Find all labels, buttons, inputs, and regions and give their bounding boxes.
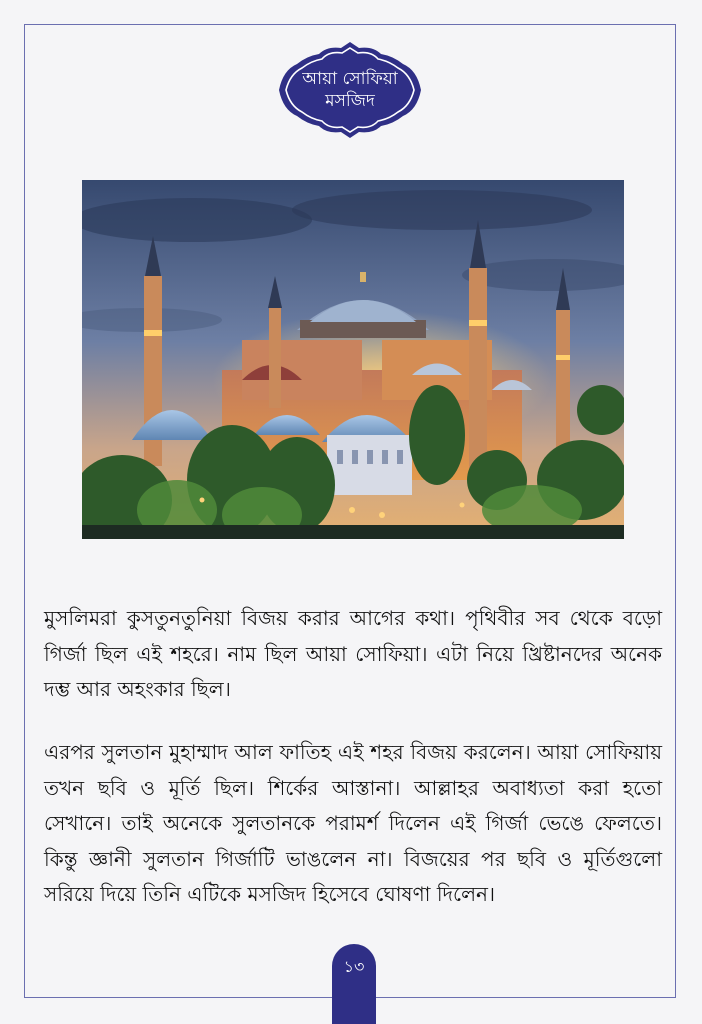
hagia-sophia-photo — [82, 180, 624, 539]
page-number: ১৩ — [343, 957, 365, 976]
paragraph-2: এরপর সুলতান মুহাম্মাদ আল ফাতিহ এই শহর বিজয় করলেন। আয়া সোফিয়ায় তখন ছবি ও মূর্তি ছিল। শির্কের আস্তানা। আল্লাহর অবাধ্যতা করা হতো সেখানে। তাই অনেকে সুলতানকে পরামর্শ দিলেন এই গির্জা ভেঙে ফেলতে। কিন্তু জ্ঞানী সুলতান গির্জাটি ভাঙলেন না। বিজয়ের পর ছবি ও মূর্তিগুলো সরিয়ে দিয়ে তিনি এটিকে মসজিদ হিসেবে ঘোষণা দিলেন। — [44, 740, 662, 906]
paragraph-1: মুসলিমরা কুসতুনতুনিয়া বিজয় করার আগের কথা। পৃথিবীর সব থেকে বড়ো গির্জা ছিল এই শহরে। নাম ছিল আয়া সোফিয়া। এটা নিয়ে খ্রিষ্টানদের অনেক দম্ভ আর অহংকার ছিল। — [44, 606, 662, 701]
page-number-tab — [332, 944, 376, 1024]
title-line-2: মসজিদ — [325, 91, 375, 111]
hagia-sophia-illustration — [82, 180, 624, 539]
title-line-1: আয়া সোফিয়া — [302, 69, 398, 89]
title-badge — [277, 40, 423, 140]
